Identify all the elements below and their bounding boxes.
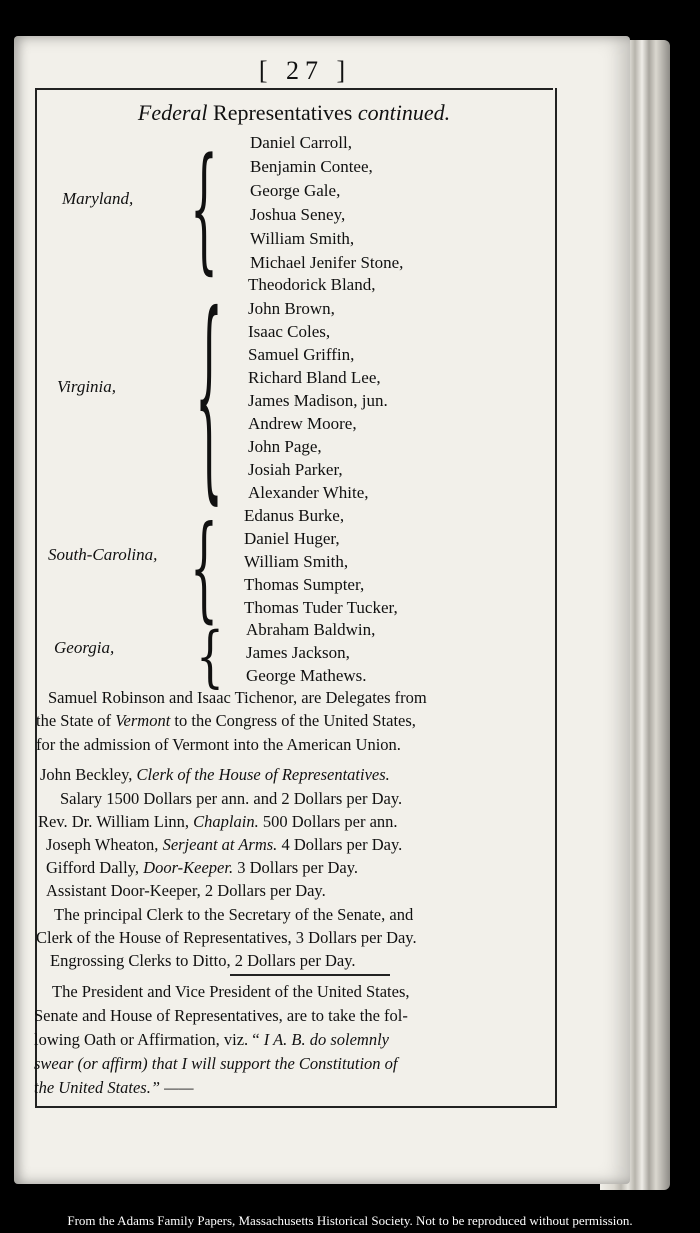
- member-name: Thomas Tuder Tucker,: [244, 598, 398, 617]
- serjeant-name: Joseph Wheaton,: [46, 835, 159, 854]
- assistant-line: Assistant Door-Keeper, 2 Dollars per Day.: [46, 881, 326, 900]
- member-name: Benjamin Contee,: [250, 157, 373, 176]
- member-name: Abraham Baldwin,: [246, 620, 376, 639]
- page-heading: [36, 100, 552, 126]
- oath-text: lowing Oath or Affirmation, viz. “: [34, 1030, 260, 1049]
- heading-representatives: Representatives: [213, 100, 353, 125]
- chaplain-name: Rev. Dr. William Linn,: [38, 812, 190, 831]
- doorkeeper-pay: 3 Dollars per Day.: [237, 858, 359, 877]
- member-name: George Mathews.: [246, 666, 367, 685]
- serjeant-title: Serjeant at Arms.: [162, 835, 278, 854]
- member-name: William Smith,: [244, 552, 349, 571]
- state-south-carolina: South-Carolina,: [48, 545, 158, 564]
- heading-continued: continued.: [357, 100, 451, 125]
- member-name: Alexander White,: [248, 483, 369, 502]
- vermont-italic: Vermont: [115, 711, 171, 730]
- member-name: John Page,: [248, 437, 322, 456]
- vermont-line-3: for the admission of Vermont into the American Union.: [36, 735, 401, 754]
- principal-line-1: The principal Clerk to the Secretary of the Senate, and: [54, 905, 414, 924]
- oath-line-3: [34, 1030, 389, 1050]
- member-name: Isaac Coles,: [248, 322, 331, 341]
- chaplain-line: [38, 812, 398, 832]
- clerk-title: Clerk of the House of Representatives.: [136, 765, 390, 784]
- brace-georgia: {: [196, 619, 224, 696]
- member-name: James Madison, jun.: [248, 391, 388, 410]
- oath-line-2: Senate and House of Representatives, are to take the fol-: [34, 1006, 408, 1025]
- member-name: Theodorick Bland,: [248, 275, 376, 294]
- serjeant-line: [46, 835, 402, 855]
- page-number: [ 27 ]: [258, 56, 352, 85]
- member-name: Samuel Griffin,: [248, 345, 355, 364]
- member-name: Andrew Moore,: [248, 414, 357, 433]
- brace-south-carolina: {: [190, 503, 218, 636]
- member-name: Daniel Huger,: [244, 529, 340, 548]
- member-name: Joshua Seney,: [250, 205, 346, 224]
- member-name: Richard Bland Lee,: [248, 368, 381, 387]
- chaplain-pay: 500 Dollars per ann.: [262, 812, 398, 831]
- vermont-line-2: [36, 711, 416, 731]
- clerk-name: John Beckley,: [40, 765, 133, 784]
- oath-line-5: the United States.” ——: [34, 1078, 194, 1097]
- member-name: Josiah Parker,: [248, 460, 343, 479]
- member-name: James Jackson,: [246, 643, 350, 662]
- doorkeeper-name: Gifford Dally,: [46, 858, 140, 877]
- section-rule: [230, 974, 390, 976]
- member-name: John Brown,: [248, 299, 335, 318]
- doorkeeper-line: [46, 858, 358, 878]
- member-name: William Smith,: [250, 229, 355, 248]
- member-name: Thomas Sumpter,: [244, 575, 365, 594]
- member-name: Daniel Carroll,: [250, 133, 352, 152]
- member-name: Edanus Burke,: [244, 506, 345, 525]
- footer-credit: From the Adams Family Papers, Massachusetts Historical Society. Not to be reproduced without permission.: [67, 1213, 633, 1228]
- vermont-text: the State of: [36, 711, 112, 730]
- member-name: Michael Jenifer Stone,: [250, 253, 404, 272]
- brace-maryland: {: [190, 131, 218, 290]
- oath-italic: I A. B. do solemnly: [263, 1030, 390, 1049]
- doorkeeper-title: Door-Keeper.: [143, 858, 234, 877]
- principal-line-2: Clerk of the House of Representatives, 3 Dollars per Day.: [36, 928, 417, 947]
- oath-line-1: The President and Vice President of the United States,: [52, 982, 410, 1001]
- vermont-line-1: Samuel Robinson and Isaac Tichenor, are Delegates from: [48, 688, 427, 707]
- state-maryland: Maryland,: [62, 189, 134, 208]
- clerk-line: [40, 765, 390, 785]
- member-name: George Gale,: [250, 181, 341, 200]
- engrossing-line: Engrossing Clerks to Ditto, 2 Dollars per Day.: [50, 951, 356, 970]
- salary-line: Salary 1500 Dollars per ann. and 2 Dollars per Day.: [60, 789, 403, 808]
- serjeant-pay: 4 Dollars per Day.: [281, 835, 403, 854]
- oath-line-4: swear (or affirm) that I will support the Constitution of: [34, 1054, 398, 1073]
- heading-federal: Federal: [137, 100, 208, 125]
- state-georgia: Georgia,: [54, 638, 115, 657]
- state-virginia: Virginia,: [57, 377, 117, 396]
- chaplain-title: Chaplain.: [193, 812, 259, 831]
- brace-virginia: {: [195, 271, 223, 526]
- vermont-text: to the Congress of the United States,: [174, 711, 416, 730]
